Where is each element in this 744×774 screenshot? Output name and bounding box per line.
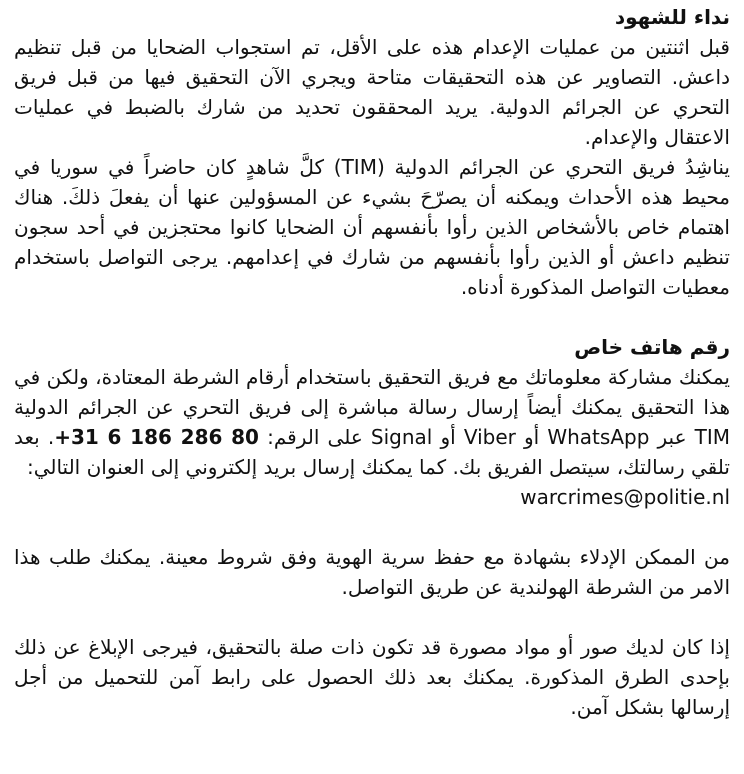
anonymous-testimony-paragraph: من الممكن الإدلاء بشهادة مع حفظ سرية الهوية وفق شروط معينة. يمكنك طلب هذا الامر من الشرطة الهولندية عن طريق التواصل. [14,545,730,599]
contact-text-before-number: يمكنك مشاركة معلوماتك مع فريق التحقيق باستخدام أرقام الشرطة المعتادة، ولكن في هذا التحقيق يمكنك أيضاً إرسال رسالة مباشرة إلى فريق التحري عن الجرائم الدولية TIM عبر WhatsApp أو Viber أو Signal على الرقم: [14,365,731,449]
phone-number[interactable]: +31 6 186 286 80 [54,425,259,449]
section-spacer [14,302,730,332]
section-spacer [14,512,730,542]
witness-appeal-heading: نداء للشهود [614,5,730,29]
special-phone-heading: رقم هاتف خاص [574,335,730,359]
contact-paragraph [14,362,730,482]
photo-upload-paragraph: إذا كان لديك صور أو مواد مصورة قد تكون ذات صلة بالتحقيق، فيرجى الإبلاغ عن ذلك بإحدى الطرق المذكورة. يمكنك بعد ذلك الحصول على رابط آمن للتحميل من أجل إرسالها بشكل آمن. [14,635,730,719]
witness-request-paragraph: يناشِدُ فريق التحري عن الجرائم الدولية (TIM) كلَّ شاهدٍ كان حاضراً في سوريا في محيط هذه الأحداث ويمكنه أن يصرّحَ بشيء عن المسؤولين عنها أن يفعلَ ذلكَ. هناك اهتمام خاص بالأشخاص الذين رأوا بأنفسهم أن الضحايا كانوا محتجزين في أحد سجون تنظيم داعش أو الذين رأوا بأنفسهم من شارك في إعدامهم. يرجى التواصل باستخدام معطيات التواصل المذكورة أدناه. [14,155,730,299]
email-link[interactable]: warcrimes@politie.nl [520,485,730,509]
section-spacer [14,602,730,632]
contact-text-after-number: . بعد تلقي رسالتك، سيتصل الفريق بك. كما يمكنك إرسال بريد إلكتروني إلى العنوان التالي: [14,425,730,479]
investigation-paragraph: قبل اثنتين من عمليات الإعدام هذه على الأقل، تم استجواب الضحايا من قبل تنظيم داعش. التصاوير عن هذه التحقيقات متاحة ويجري الآن التحقيق فيها من قبل فريق التحري عن الجرائم الدولية. يريد المحققون تحديد من شارك بالضبط في عمليات الاعتقال والإعدام. [14,35,730,149]
